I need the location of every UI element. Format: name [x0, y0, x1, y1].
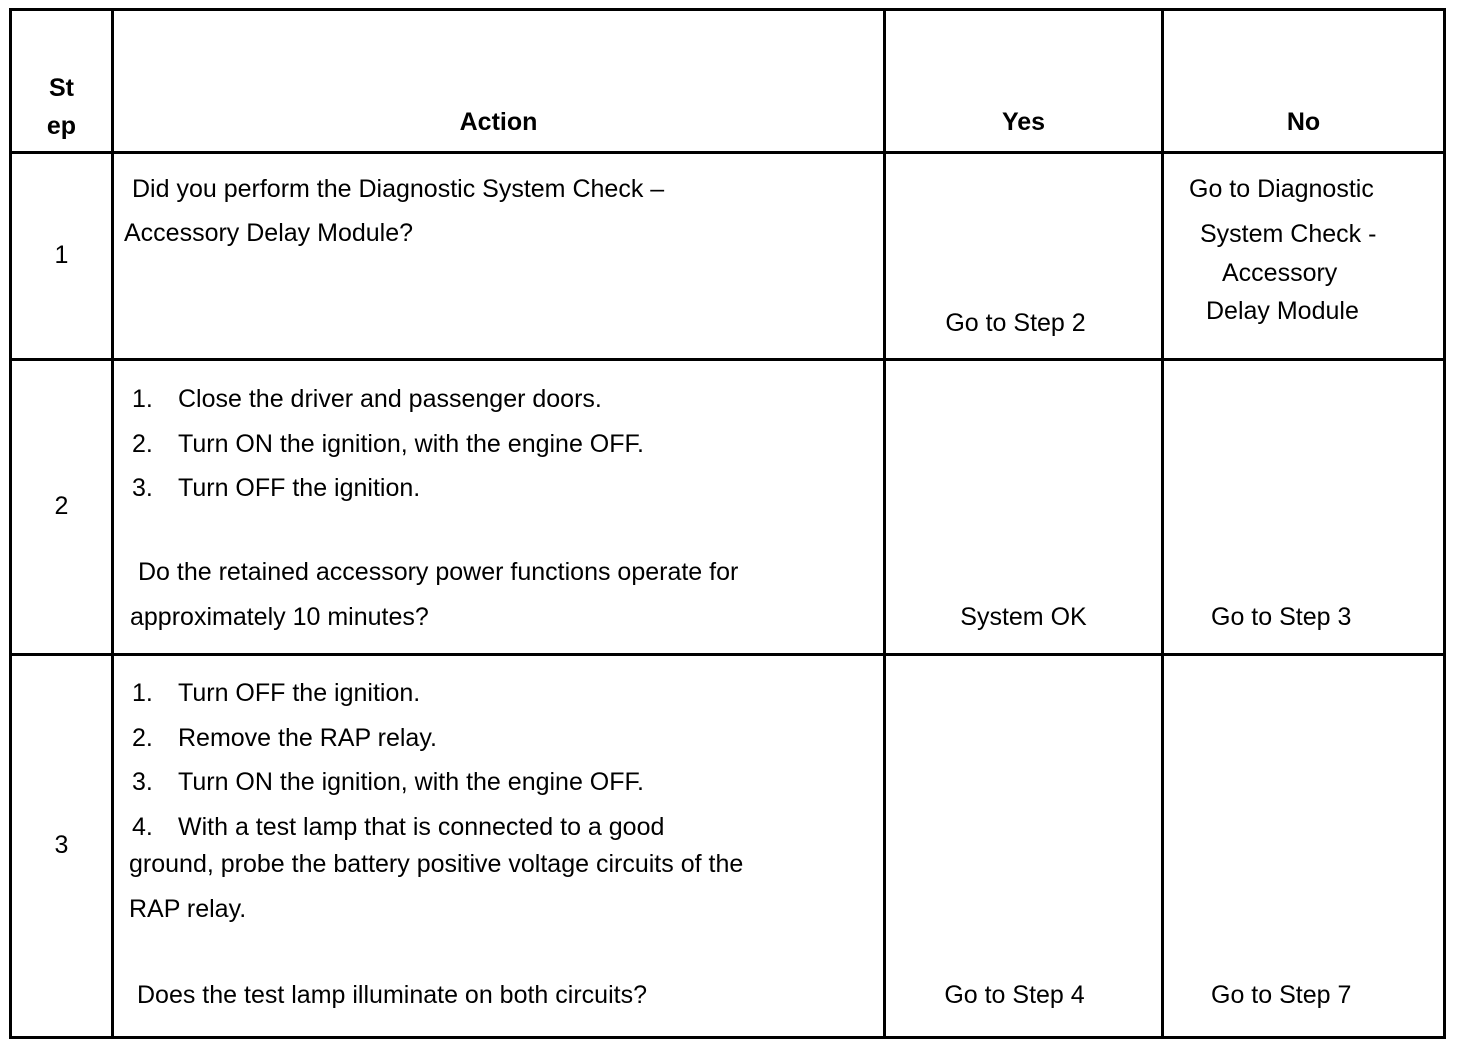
step-number: 1: [54, 241, 69, 269]
list-item: 1. Close the driver and passenger doors.: [132, 385, 602, 413]
action-cell: [113, 153, 885, 360]
question-text: Do the retained accessory power functions operate for: [138, 558, 739, 586]
action-cell: [113, 360, 885, 655]
yes-result: System OK: [960, 603, 1087, 631]
header-step-line2: ep: [46, 112, 77, 140]
procedure-list: [132, 377, 644, 511]
step-number: 3: [54, 831, 69, 859]
header-step: [11, 10, 113, 153]
no-cell: [1163, 360, 1445, 655]
no-result-line: Delay Module: [1206, 297, 1359, 325]
table-row: [11, 360, 1445, 655]
yes-result: Go to Step 2: [945, 309, 1086, 337]
header-yes: Yes: [885, 10, 1163, 153]
header-no: No: [1163, 10, 1445, 153]
no-cell: [1163, 153, 1445, 360]
continuation-text: RAP relay.: [129, 895, 247, 923]
header-action: Action: [113, 10, 885, 153]
list-item: 1. Turn OFF the ignition.: [132, 679, 421, 707]
table-header-row: [11, 10, 1445, 153]
step-cell: [11, 360, 113, 655]
list-item: 3. Turn OFF the ignition.: [132, 474, 421, 502]
question-text: approximately 10 minutes?: [130, 603, 429, 631]
procedure-list: [132, 671, 664, 849]
diagnostic-table: [9, 8, 1446, 1039]
no-result-line: Accessory: [1222, 259, 1338, 287]
table-row: [11, 655, 1445, 1038]
list-item: 2. Remove the RAP relay.: [132, 723, 437, 752]
list-item: 3. Turn ON the ignition, with the engine OFF.: [132, 768, 644, 796]
action-text: Did you perform the Diagnostic System Check –: [132, 175, 665, 203]
step-number: 2: [54, 492, 69, 520]
yes-cell: [885, 360, 1163, 655]
question-text: Does the test lamp illuminate on both circuits?: [137, 981, 647, 1009]
yes-cell: [885, 153, 1163, 360]
no-cell: [1163, 655, 1445, 1038]
yes-result: Go to Step 4: [944, 981, 1085, 1009]
list-item: 2. Turn ON the ignition, with the engine OFF.: [132, 429, 644, 458]
step-cell: [11, 655, 113, 1038]
action-cell: [113, 655, 885, 1038]
action-text: Accessory Delay Module?: [124, 219, 414, 247]
no-result-line: System Check -: [1200, 220, 1377, 248]
continuation-text: ground, probe the battery positive voltage circuits of the: [129, 850, 744, 878]
list-item: 4. With a test lamp that is connected to a good: [132, 812, 665, 841]
no-result: Go to Step 7: [1211, 981, 1352, 1009]
no-result: Go to Step 3: [1211, 603, 1352, 631]
yes-cell: [885, 655, 1163, 1038]
step-cell: [11, 153, 113, 360]
header-step-line1: St: [49, 74, 74, 102]
table-row: [11, 153, 1445, 360]
no-result-line: Go to Diagnostic: [1189, 175, 1374, 203]
